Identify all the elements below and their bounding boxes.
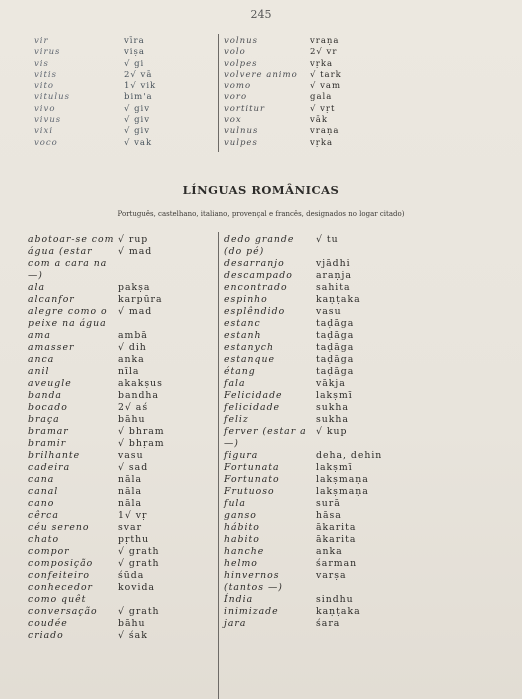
- entry-sanskrit: nīla: [118, 366, 140, 377]
- entry-sanskrit: taḍāga: [316, 354, 355, 365]
- entry-sanskrit: hāsa: [316, 510, 342, 521]
- entry-sanskrit: araṇja: [316, 270, 352, 281]
- entry-row: [28, 354, 165, 366]
- entry-sanskrit: svar: [118, 522, 143, 533]
- entry-sanskrit: 2√ vā: [124, 69, 153, 80]
- entry-word: coudée: [28, 618, 68, 629]
- entry-word: hábito: [224, 522, 260, 533]
- entry-row: [224, 366, 382, 378]
- entry-row: [28, 498, 165, 510]
- entry-row: [224, 115, 342, 126]
- entry-sanskrit: bāhu: [118, 618, 146, 629]
- entry-word: Frutuoso: [224, 486, 275, 497]
- entry-row: [34, 59, 156, 70]
- entry-row: [34, 104, 156, 115]
- entry-sanskrit: ākarita: [316, 522, 357, 533]
- entry-row: [28, 330, 165, 342]
- entry-row: [28, 234, 165, 246]
- entry-word: alcanfor: [28, 294, 75, 305]
- entry-word: ferver (estar a —): [224, 426, 307, 449]
- entry-sanskrit: √ grath: [118, 558, 160, 569]
- entry-row: [28, 558, 165, 570]
- entry-sanskrit: surā: [316, 498, 341, 509]
- entry-row: [28, 570, 165, 582]
- entry-word: ama: [28, 330, 51, 341]
- entry-sanskrit: √ śak: [118, 630, 148, 641]
- entry-row: [28, 306, 165, 330]
- entry-row: [28, 546, 165, 558]
- entry-word: vulpes: [224, 137, 258, 148]
- entry-row: [28, 630, 165, 642]
- section-heading: LÍNGUAS ROMÂNICAS: [182, 183, 340, 197]
- entry-sanskrit: vṛka: [310, 58, 334, 69]
- entry-word: vito: [34, 81, 55, 92]
- entry-row: [224, 594, 382, 606]
- entry-row: [28, 462, 165, 474]
- top-right-column: [224, 36, 342, 149]
- entry-sanskrit: 1√ vik: [124, 81, 157, 92]
- top-left-column: [34, 36, 156, 149]
- entry-word: água (estar com a cara na —): [28, 246, 108, 281]
- entry-sanskrit: vākja: [316, 378, 346, 389]
- entry-sanskrit: √ sad: [118, 462, 149, 473]
- entry-row: [34, 81, 156, 92]
- entry-sanskrit: √ mad: [118, 246, 153, 257]
- entry-row: [28, 414, 165, 426]
- entry-sanskrit: taḍāga: [316, 366, 355, 377]
- entry-word: ala: [28, 282, 46, 293]
- entry-word: cêrca: [28, 510, 59, 521]
- entry-sanskrit: √ giv: [124, 103, 151, 114]
- entry-sanskrit: anka: [118, 354, 145, 365]
- entry-word: vis: [34, 58, 49, 69]
- entry-sanskrit: √ vam: [310, 81, 342, 92]
- entry-word: confeiteiro: [28, 570, 90, 581]
- entry-row: [224, 522, 382, 534]
- entry-word: anil: [28, 366, 50, 377]
- entry-word: brilhante: [28, 450, 81, 461]
- entry-row: [28, 582, 165, 606]
- entry-word: jara: [224, 618, 247, 629]
- entry-word: bramir: [28, 438, 67, 449]
- entry-word: Índia: [224, 594, 254, 605]
- entry-word: étang: [224, 366, 256, 377]
- entry-row: [224, 342, 382, 354]
- entry-row: [28, 438, 165, 450]
- entry-word: conversação: [28, 606, 98, 617]
- entry-word: amasser: [28, 342, 75, 353]
- entry-row: [28, 390, 165, 402]
- entry-row: [28, 426, 165, 438]
- entry-row: [224, 318, 382, 330]
- entry-word: volpes: [224, 58, 258, 69]
- entry-row: [224, 81, 342, 92]
- entry-row: [28, 246, 165, 282]
- entry-word: conhecedor como quêt: [28, 582, 93, 605]
- entry-sanskrit: lakṣmī: [316, 462, 353, 473]
- entry-word: Fortunato: [224, 474, 280, 485]
- entry-row: [28, 510, 165, 522]
- entry-sanskrit: √ dih: [118, 342, 147, 353]
- entry-sanskrit: vraṇa: [310, 126, 340, 137]
- entry-word: Felicidade: [224, 390, 283, 401]
- entry-row: [224, 390, 382, 402]
- entry-word: virus: [34, 47, 61, 58]
- entry-row: [224, 330, 382, 342]
- entry-word: vortitur: [224, 103, 266, 114]
- entry-sanskrit: gala: [310, 92, 333, 103]
- entry-row: [224, 378, 382, 390]
- entry-sanskrit: bim'a: [124, 92, 153, 103]
- entry-word: vulnus: [224, 126, 259, 137]
- entry-sanskrit: kaṇṭaka: [316, 294, 361, 305]
- entry-word: canal: [28, 486, 59, 497]
- entry-sanskrit: √ bhṛam: [118, 438, 165, 449]
- entry-word: vivus: [34, 115, 62, 126]
- entry-word: hanche: [224, 546, 265, 557]
- entry-sanskrit: nāla: [118, 486, 143, 497]
- entry-sanskrit: pakṣa: [118, 282, 151, 293]
- entry-row: [224, 126, 342, 137]
- entry-sanskrit: √ tark: [310, 69, 342, 80]
- entry-word: helmo: [224, 558, 258, 569]
- bottom-column-divider: [218, 232, 219, 699]
- entry-sanskrit: ambā: [118, 330, 148, 341]
- entry-row: [34, 47, 156, 58]
- entry-sanskrit: √ giv: [124, 126, 151, 137]
- entry-sanskrit: vjādhi: [316, 258, 351, 269]
- entry-row: [224, 270, 382, 282]
- top-column-divider: [218, 34, 219, 152]
- entry-word: estanych: [224, 342, 274, 353]
- entry-row: [34, 70, 156, 81]
- entry-row: [224, 486, 382, 498]
- entry-sanskrit: √ kup: [316, 426, 348, 437]
- entry-sanskrit: kaṇṭaka: [316, 606, 361, 617]
- entry-sanskrit: pṛthu: [118, 534, 150, 545]
- entry-sanskrit: sindhu: [316, 594, 354, 605]
- entry-word: figura: [224, 450, 259, 461]
- entry-row: [224, 138, 342, 149]
- bottom-right-column: [224, 234, 382, 630]
- entry-word: cana: [28, 474, 55, 485]
- entry-word: vitis: [34, 69, 58, 80]
- entry-sanskrit: ākarita: [316, 534, 357, 545]
- entry-sanskrit: viṣa: [124, 47, 145, 58]
- entry-row: [224, 510, 382, 522]
- entry-row: [224, 558, 382, 570]
- entry-row: [224, 92, 342, 103]
- entry-word: estanque: [224, 354, 275, 365]
- entry-sanskrit: sukha: [316, 414, 349, 425]
- entry-sanskrit: karpūra: [118, 294, 163, 305]
- entry-row: [224, 606, 382, 618]
- entry-sanskrit: kovida: [118, 582, 155, 593]
- entry-sanskrit: 2√ aś: [118, 402, 149, 413]
- entry-word: fala: [224, 378, 246, 389]
- entry-row: [224, 104, 342, 115]
- entry-word: espinho: [224, 294, 268, 305]
- entry-row: [28, 282, 165, 294]
- entry-row: [224, 282, 382, 294]
- entry-word: fula: [224, 498, 246, 509]
- entry-sanskrit: √ bhram: [118, 426, 165, 437]
- bottom-left-column: [28, 234, 165, 642]
- entry-row: [28, 342, 165, 354]
- entry-row: [224, 498, 382, 510]
- entry-word: felicidade: [224, 402, 281, 413]
- entry-word: vivo: [34, 103, 56, 114]
- entry-row: [28, 606, 165, 618]
- entry-word: compor: [28, 546, 70, 557]
- entry-row: [224, 546, 382, 558]
- entry-row: [224, 534, 382, 546]
- entry-sanskrit: vīra: [124, 36, 145, 46]
- entry-word: dedo grande (do pé): [224, 234, 295, 257]
- entry-sanskrit: √ vṛt: [310, 103, 336, 114]
- entry-row: [28, 474, 165, 486]
- entry-word: cano: [28, 498, 55, 509]
- entry-row: [224, 474, 382, 486]
- entry-sanskrit: taḍāga: [316, 330, 355, 341]
- entry-word: habito: [224, 534, 260, 545]
- entry-sanskrit: vasu: [316, 306, 342, 317]
- entry-word: vitulus: [34, 92, 70, 103]
- entry-word: banda: [28, 390, 62, 401]
- entry-row: [224, 402, 382, 414]
- entry-sanskrit: lakṣmī: [316, 390, 353, 401]
- entry-word: estanh: [224, 330, 262, 341]
- entry-row: [224, 47, 342, 58]
- entry-sanskrit: taḍāga: [316, 318, 355, 329]
- entry-sanskrit: 2√ vr: [310, 47, 338, 58]
- entry-word: vomo: [224, 81, 252, 92]
- entry-word: Fortunata: [224, 462, 280, 473]
- entry-word: aveugle: [28, 378, 72, 389]
- entry-row: [224, 462, 382, 474]
- entry-row: [28, 522, 165, 534]
- entry-sanskrit: √ grath: [118, 606, 160, 617]
- entry-word: bocado: [28, 402, 68, 413]
- entry-word: esplêndido: [224, 306, 286, 317]
- entry-word: desarranjo: [224, 258, 285, 269]
- entry-row: [28, 378, 165, 390]
- entry-word: inimizade: [224, 606, 279, 617]
- entry-word: volo: [224, 47, 246, 58]
- entry-word: volnus: [224, 36, 258, 46]
- entry-sanskrit: √ giv: [124, 115, 151, 126]
- entry-row: [224, 36, 342, 47]
- entry-sanskrit: nāla: [118, 474, 143, 485]
- entry-sanskrit: lakṣmaṇa: [316, 486, 369, 497]
- entry-sanskrit: vasu: [118, 450, 144, 461]
- entry-row: [224, 354, 382, 366]
- entry-word: céu sereno: [28, 522, 90, 533]
- entry-word: ganso: [224, 510, 257, 521]
- section-subheading: Português, castelhano, italiano, provençal e francês, designados no logar citado): [117, 210, 405, 218]
- entry-row: [224, 294, 382, 306]
- entry-sanskrit: √ mad: [118, 306, 153, 317]
- entry-row: [224, 426, 382, 450]
- entry-word: cadeira: [28, 462, 71, 473]
- entry-sanskrit: vraṇa: [310, 36, 340, 46]
- entry-word: braça: [28, 414, 60, 425]
- entry-word: volvere animo: [224, 69, 298, 80]
- entry-word: descampado: [224, 270, 293, 281]
- entry-sanskrit: sukha: [316, 402, 349, 413]
- entry-sanskrit: √ tu: [316, 234, 339, 245]
- entry-row: [34, 92, 156, 103]
- entry-row: [224, 258, 382, 270]
- entry-row: [224, 618, 382, 630]
- entry-row: [34, 138, 156, 149]
- entry-sanskrit: √ gi: [124, 58, 145, 69]
- entry-row: [28, 486, 165, 498]
- entry-sanskrit: √ rup: [118, 234, 149, 245]
- entry-word: vox: [224, 115, 242, 126]
- entry-word: bramar: [28, 426, 69, 437]
- entry-row: [28, 618, 165, 630]
- entry-word: hinvernos (tantos —): [224, 570, 283, 593]
- entry-sanskrit: taḍāga: [316, 342, 355, 353]
- entry-row: [224, 234, 382, 258]
- entry-word: chato: [28, 534, 60, 545]
- entry-sanskrit: lakṣmaṇa: [316, 474, 369, 485]
- entry-row: [28, 450, 165, 462]
- entry-sanskrit: vṛka: [310, 137, 334, 148]
- entry-word: feliz: [224, 414, 249, 425]
- entry-sanskrit: varṣa: [316, 570, 347, 581]
- entry-word: alegre como o peixe na água: [28, 306, 108, 329]
- entry-row: [28, 534, 165, 546]
- entry-row: [34, 36, 156, 47]
- entry-sanskrit: nāla: [118, 498, 143, 509]
- entry-word: encontrado: [224, 282, 288, 293]
- entry-sanskrit: deha, dehin: [316, 450, 383, 461]
- entry-sanskrit: sahita: [316, 282, 351, 293]
- entry-row: [224, 570, 382, 594]
- entry-word: vixi: [34, 126, 54, 137]
- entry-sanskrit: vāk: [310, 115, 329, 126]
- entry-row: [28, 402, 165, 414]
- entry-row: [34, 115, 156, 126]
- entry-word: estanc: [224, 318, 261, 329]
- entry-sanskrit: bāhu: [118, 414, 146, 425]
- entry-row: [224, 450, 382, 462]
- entry-sanskrit: śarman: [316, 558, 358, 569]
- entry-sanskrit: anka: [316, 546, 343, 557]
- entry-sanskrit: √ vak: [124, 137, 153, 148]
- entry-sanskrit: śūda: [118, 570, 145, 581]
- entry-sanskrit: bandha: [118, 390, 159, 401]
- entry-row: [28, 294, 165, 306]
- entry-row: [224, 70, 342, 81]
- entry-row: [28, 366, 165, 378]
- entry-row: [34, 126, 156, 137]
- entry-row: [224, 306, 382, 318]
- entry-sanskrit: śara: [316, 618, 341, 629]
- entry-row: [224, 414, 382, 426]
- entry-sanskrit: 1√ vṛ: [118, 510, 148, 521]
- entry-word: voro: [224, 92, 248, 103]
- page-number: 245: [250, 8, 272, 21]
- entry-word: voco: [34, 137, 58, 148]
- entry-sanskrit: √ grath: [118, 546, 160, 557]
- entry-word: abotoar-se com: [28, 234, 115, 245]
- entry-word: criado: [28, 630, 64, 641]
- entry-word: vir: [34, 36, 49, 46]
- entry-sanskrit: akakṣus: [118, 378, 163, 389]
- entry-word: anca: [28, 354, 55, 365]
- entry-word: composição: [28, 558, 94, 569]
- entry-row: [224, 59, 342, 70]
